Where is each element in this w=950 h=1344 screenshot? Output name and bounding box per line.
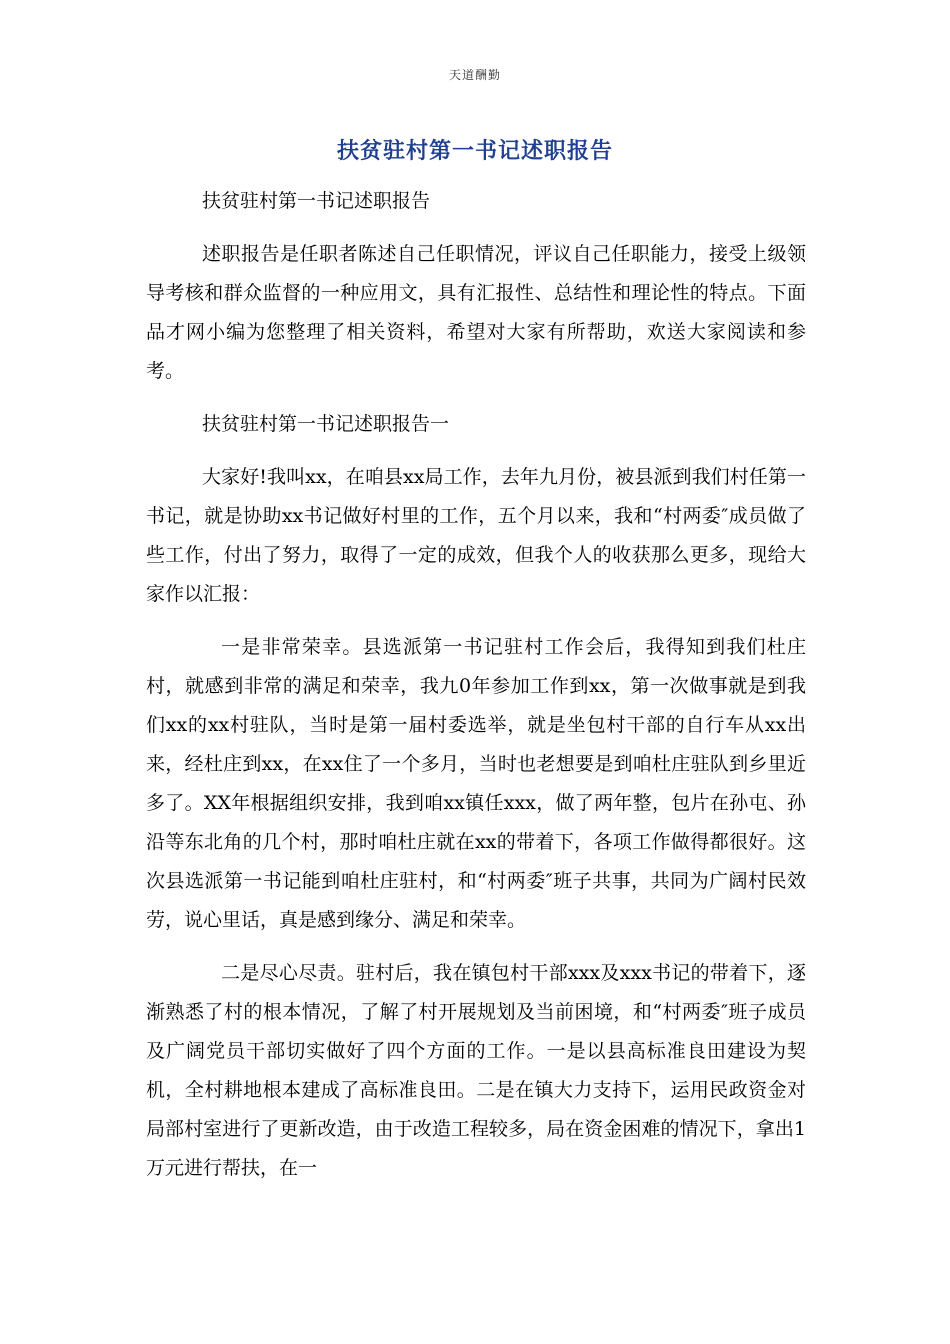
section-heading: 扶贫驻村第一书记述职报告一 — [202, 413, 450, 435]
page-header: 天道酬勤 — [448, 68, 501, 82]
body-paragraph-duties: 二是尽心尽责。驻村后，我在镇包村干部xxx及xxx书记的带着下，逐渐熟悉了村的根本情况，了解了村开展规划及当前困境，和“村两委″班子成员及广阔党员干部切实做好了四个方面的工作。一是以县高标准良田建设为契机，全村耕地根本建成了高标准良田。二是在镇大力支持下，运用民政资金对局部村室进行了更新改造，由于改造工程较多，局在资金困难的情况下，拿出1万元进行帮扶，在一 — [146, 962, 806, 1179]
body-paragraph-greeting: 大家好!我叫xx，在咱县xx局工作，去年九月份，被县派到我们村任第一书记，就是协助xx书记做好村里的工作，五个月以来，我和“村两委″成员做了些工作，付出了努力，取得了一定的成效，但我个人的收获那么更多，现给大家作以汇报： — [146, 466, 806, 605]
body-paragraph-honored: 一是非常荣幸。县选派第一书记驻村工作会后，我得知到我们杜庄村，就感到非常的满足和荣幸，我九0年参加工作到xx，第一次做事就是到我们xx的xx村驻队，当时是第一届村委选举，就是坐包村干部的自行车从xx出来，经杜庄到xx，在xx住了一个多月，当时也老想要是到咱杜庄驻队到乡里近多了。XX年根据组织安排，我到咱xx镇任xxx，做了两年整，包片在孙屯、孙沿等东北角的几个村，那时咱杜庄就在xx的带着下，各项工作做得都很好。这次县选派第一书记能到咱杜庄驻村，和“村两委″班子共事，共同为广阔村民效劳，说心里话，真是感到缘分、满足和荣幸。 — [146, 636, 806, 931]
intro-paragraph: 述职报告是任职者陈述自己任职情况，评议自己任职能力，接受上级领导考核和群众监督的一种应用文，具有汇报性、总结性和理论性的特点。下面品才网小编为您整理了相关资料，希望对大家有所帮助，欢送大家阅读和参考。 — [146, 243, 806, 382]
document-title: 扶贫驻村第一书记述职报告 — [336, 138, 613, 164]
document-body — [146, 182, 806, 1202]
document-subtitle: 扶贫驻村第一书记述职报告 — [202, 190, 431, 212]
